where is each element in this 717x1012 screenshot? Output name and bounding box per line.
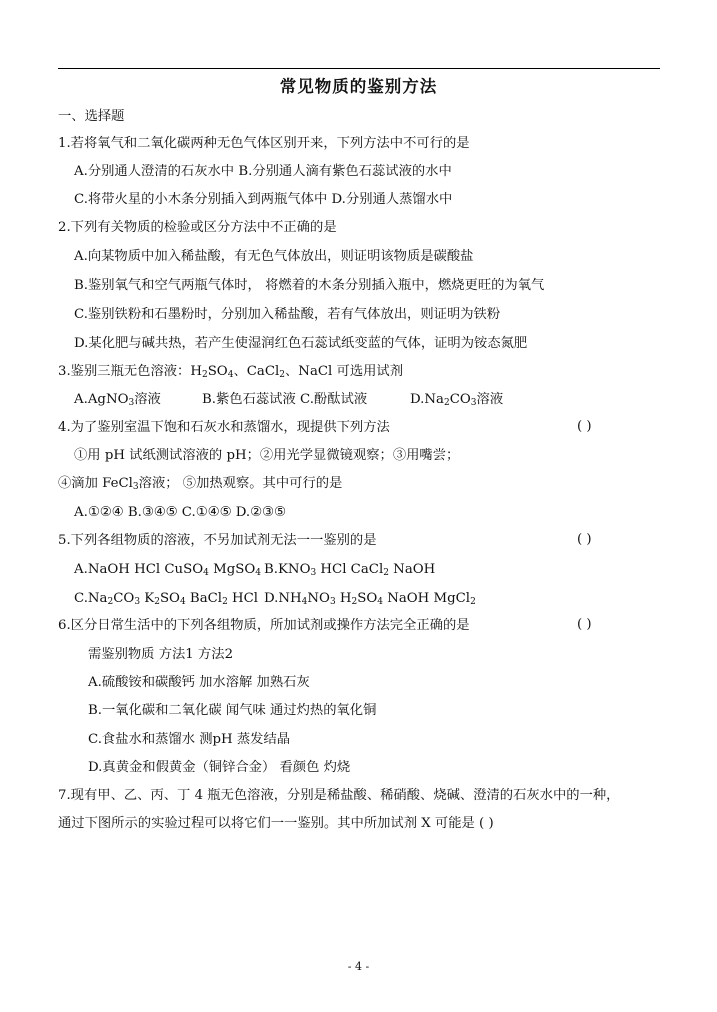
q2-option-a: A.向某物质中加入稀盐酸，有无色气体放出，则证明该物质是碳酸盐 <box>74 249 474 264</box>
q6-option-a: A.硫酸铵和碳酸钙 加水溶解 加熟石灰 <box>88 675 310 690</box>
q6-stem: 6.区分日常生活中的下列各组物质，所加试剂或操作方法完全正确的是 <box>58 618 470 633</box>
q5-answer-paren: ( ) <box>577 532 592 547</box>
q5-option-c: $C.Na_2CO_3$ $K_2SO_4$ BaCl$_2$ HCl <box>74 591 259 607</box>
q5-option-a: A.NaOH HCl CuSO$_4$ MgSO$_4$ <box>74 562 261 578</box>
q6-option-d: D.真黄金和假黄金（铜锌合金） 看颜色 灼烧 <box>88 760 351 775</box>
q4-answer-paren: ( ) <box>577 419 592 434</box>
q2-stem: 2.下列有关物质的检验或区分方法中不正确的是 <box>58 220 337 235</box>
header-rule <box>58 68 660 69</box>
q2-option-c: C.鉴别铁粉和石墨粉时，分别加入稀盐酸，若有气体放出，则证明为铁粉 <box>74 307 501 322</box>
q3-option-b: B.紫色石蕊试液 <box>202 392 296 407</box>
q6-option-c: C.食盐水和蒸馏水 测pH 蒸发结晶 <box>88 732 291 747</box>
q5-stem: 5.下列各组物质的溶液，不另加试剂无法一一鉴别的是 <box>58 533 377 548</box>
q2-option-d: D.某化肥与碱共热，若产生使湿润红色石蕊试纸变蓝的气体，证明为铵态氮肥 <box>74 336 528 351</box>
q4-stem: 4.为了鉴别室温下饱和石灰水和蒸馏水，现提供下列方法 <box>58 420 390 435</box>
q3-stem: 3.鉴别三瓶无色溶液：$H_2SO_4$、CaCl$_2$、NaCl 可选用试剂 <box>58 364 404 380</box>
q7-stem-line1: 7.现有甲、乙、丙、丁 4 瓶无色溶液，分别是稀盐酸、稀硝酸、烧碱、澄清的石灰水中的一种， <box>58 788 620 803</box>
q2-option-b: B.鉴别氧气和空气两瓶气体时， 将燃着的木条分别插入瓶中，燃烧更旺的为氧气 <box>74 278 545 293</box>
q6-option-b: B.一氧化碳和二氧化碳 闻气味 通过灼热的氧化铜 <box>88 703 377 718</box>
q5-option-d: $D.NH_4NO_3$ $H_2SO_4$ NaOH MgCl$_2$ <box>264 591 476 607</box>
q4-methods-line2: ④滴加 FeCl$_3$溶液； ⑤加热观察。其中可行的是 <box>58 476 343 492</box>
q4-options: A.①②④ B.③④⑤ C.①④⑤ D.②③⑤ <box>74 505 286 520</box>
q1-options-cd: C.将带火星的小木条分别插入到两瓶气体中 D.分别通人蒸馏水中 <box>74 192 453 207</box>
q1-options-ab: A.分别通人澄清的石灰水中 B.分别通人滴有紫色石蕊试液的水中 <box>74 164 452 179</box>
q6-answer-paren: ( ) <box>577 617 592 632</box>
q4-methods-line1: ①用 pH 试纸测试溶液的 pH；②用光学显微镜观察；③用嘴尝； <box>74 448 460 463</box>
q6-table-header: 需鉴别物质 方法1 方法2 <box>88 647 234 662</box>
q3-option-c: C.酚酞试液 <box>300 392 368 407</box>
section-heading: 一、选择题 <box>58 109 125 124</box>
page-number: - 4 - <box>347 960 370 973</box>
q3-option-d: $D.Na_2CO_3$溶液 <box>410 392 504 408</box>
page-title: 常见物质的鉴别方法 <box>279 77 438 96</box>
q3-option-a: A.AgNO$_3$溶液 <box>74 392 161 408</box>
q1-stem: 1.若将氧气和二氧化碳两种无色气体区别开来，下列方法中不可行的是 <box>58 136 470 151</box>
q7-stem-line2: 通过下图所示的实验过程可以将它们一一鉴别。其中所加试剂 X 可能是 ( ) <box>58 816 494 831</box>
q5-option-b: $B.KNO_3$ HCl CaCl$_2$ NaOH <box>264 562 436 578</box>
